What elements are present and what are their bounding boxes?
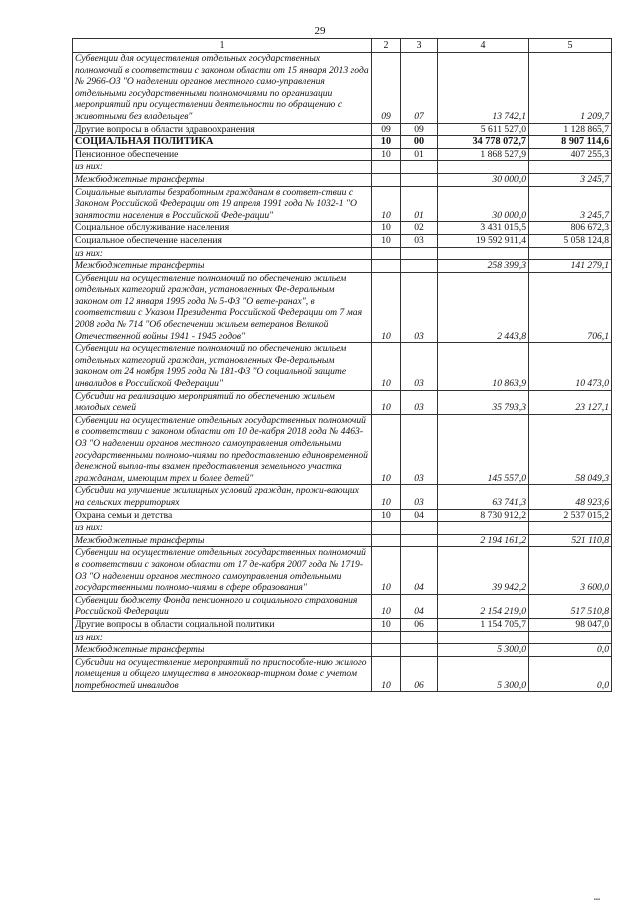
column-header: 3	[401, 39, 438, 53]
row-name-cell: СОЦИАЛЬНАЯ ПОЛИТИКА	[73, 136, 372, 149]
actual-amount-cell: 0,0	[529, 644, 612, 657]
section-code-cell: 10	[372, 414, 401, 485]
plan-amount-cell: 10 863,9	[438, 343, 529, 390]
actual-amount-cell: 1 209,7	[529, 53, 612, 124]
plan-amount-cell	[438, 161, 529, 174]
plan-amount-cell: 39 942,2	[438, 547, 529, 594]
actual-amount-cell: 3 245,7	[529, 186, 612, 222]
section-code-cell	[372, 260, 401, 273]
plan-amount-cell: 258 399,3	[438, 260, 529, 273]
plan-amount-cell: 2 443,8	[438, 272, 529, 343]
row-name-cell: из них:	[73, 247, 372, 260]
section-code-cell: 10	[372, 136, 401, 149]
subsection-code-cell: 03	[401, 272, 438, 343]
plan-amount-cell: 19 592 911,4	[438, 234, 529, 247]
actual-amount-cell: 8 907 114,6	[529, 136, 612, 149]
plan-amount-cell: 3 431 015,5	[438, 222, 529, 235]
section-code-cell: 10	[372, 234, 401, 247]
actual-amount-cell: 5 058 124,8	[529, 234, 612, 247]
actual-amount-cell: 1 128 865,7	[529, 123, 612, 136]
row-name-cell: Межбюджетные трансферты	[73, 644, 372, 657]
section-code-cell: 10	[372, 656, 401, 692]
subsection-code-cell: 03	[401, 414, 438, 485]
row-name-cell: Социальное обслуживание населения	[73, 222, 372, 235]
subsection-code-cell: 04	[401, 509, 438, 522]
subsection-code-cell: 03	[401, 234, 438, 247]
row-name-cell: Субсидии на реализацию мероприятий по обеспечению жильем молодых семей	[73, 390, 372, 414]
subsection-code-cell	[401, 644, 438, 657]
actual-amount-cell	[529, 631, 612, 644]
plan-amount-cell: 8 730 912,2	[438, 509, 529, 522]
row-name-cell: Другие вопросы в области социальной политики	[73, 618, 372, 631]
table-row	[73, 260, 612, 273]
section-code-cell: 10	[372, 390, 401, 414]
table-row	[73, 485, 612, 509]
section-code-cell	[372, 631, 401, 644]
section-code-cell: 10	[372, 272, 401, 343]
subsection-code-cell: 06	[401, 656, 438, 692]
plan-amount-cell: 1 868 527,9	[438, 148, 529, 161]
plan-amount-cell: 13 742,1	[438, 53, 529, 124]
column-header: 5	[529, 39, 612, 53]
table-row	[73, 631, 612, 644]
section-code-cell: 09	[372, 53, 401, 124]
actual-amount-cell: 3 245,7	[529, 173, 612, 186]
actual-amount-cell: 3 600,0	[529, 547, 612, 594]
plan-amount-cell	[438, 247, 529, 260]
plan-amount-cell	[438, 522, 529, 535]
actual-amount-cell	[529, 522, 612, 535]
table-row	[73, 247, 612, 260]
table-row	[73, 509, 612, 522]
section-code-cell: 10	[372, 148, 401, 161]
table-row	[73, 390, 612, 414]
plan-amount-cell: 2 154 219,0	[438, 594, 529, 618]
subsection-code-cell: 03	[401, 485, 438, 509]
plan-amount-cell: 5 611 527,0	[438, 123, 529, 136]
table-row	[73, 547, 612, 594]
section-code-cell	[372, 534, 401, 547]
actual-amount-cell: 141 279,1	[529, 260, 612, 273]
subsection-code-cell	[401, 260, 438, 273]
section-code-cell: 10	[372, 509, 401, 522]
row-name-cell: Другие вопросы в области здравоохранения	[73, 123, 372, 136]
table-header-row	[73, 39, 612, 53]
section-code-cell	[372, 173, 401, 186]
table-row	[73, 414, 612, 485]
subsection-code-cell: 00	[401, 136, 438, 149]
row-name-cell: Межбюджетные трансферты	[73, 173, 372, 186]
row-name-cell: Межбюджетные трансферты	[73, 534, 372, 547]
actual-amount-cell: 98 047,0	[529, 618, 612, 631]
row-name-cell: Субвенции для осуществления отдельных государственных полномочий в соответствии с законом области от 15 января 2013 года № 2966-ОЗ "О наделении органов местного само-управления отдельными государственными полномочиями по организации мероприятий при осуществлении деятельности по обращению с животными без владельцев"	[73, 53, 372, 124]
page-number: 29	[314, 25, 326, 37]
table-row	[73, 522, 612, 535]
actual-amount-cell: 23 127,1	[529, 390, 612, 414]
subsection-code-cell	[401, 173, 438, 186]
column-header: 1	[73, 39, 372, 53]
subsection-code-cell	[401, 522, 438, 535]
actual-amount-cell: 0,0	[529, 656, 612, 692]
page-mark: ▪▪▪	[593, 897, 600, 903]
plan-amount-cell: 5 300,0	[438, 656, 529, 692]
row-name-cell: Социальные выплаты безработным гражданам в соответ-ствии с Законом Российской Федерации от 19 апреля 1991 года № 1032-1 "О занятости населения в Российской Феде-рации"	[73, 186, 372, 222]
plan-amount-cell: 145 557,0	[438, 414, 529, 485]
table-row	[73, 161, 612, 174]
table-row	[73, 148, 612, 161]
table-row	[73, 656, 612, 692]
row-name-cell: Субвенции на осуществление отдельных государственных полномочий в соответствии с законом области от 17 де-кабря 2007 года № 1719-ОЗ "О наделении органов местного самоуправления отдельными государственными полномо-чиями в сфере образования"	[73, 547, 372, 594]
row-name-cell: Субвенции бюджету Фонда пенсионного и социального страхования Российской Федерации	[73, 594, 372, 618]
subsection-code-cell: 09	[401, 123, 438, 136]
column-header: 4	[438, 39, 529, 53]
table-row	[73, 173, 612, 186]
row-name-cell: Субвенции на осуществление полномочий по обеспечению жильем отдельных категорий граждан, установленных Фе-деральным законом от 24 ноября 1995 года № 181-ФЗ "О социальной защите инвалидов в Российской Федерации"	[73, 343, 372, 390]
table-row	[73, 222, 612, 235]
plan-amount-cell: 30 000,0	[438, 186, 529, 222]
section-code-cell: 10	[372, 343, 401, 390]
row-name-cell: из них:	[73, 631, 372, 644]
subsection-code-cell: 03	[401, 390, 438, 414]
plan-amount-cell: 35 793,3	[438, 390, 529, 414]
actual-amount-cell: 10 473,0	[529, 343, 612, 390]
plan-amount-cell: 5 300,0	[438, 644, 529, 657]
table-row	[73, 123, 612, 136]
row-name-cell: из них:	[73, 161, 372, 174]
subsection-code-cell: 01	[401, 148, 438, 161]
table-row	[73, 618, 612, 631]
section-code-cell: 10	[372, 485, 401, 509]
row-name-cell: Субсидии на улучшение жилищных условий граждан, прожи-вающих на сельских территориях	[73, 485, 372, 509]
actual-amount-cell	[529, 247, 612, 260]
section-code-cell: 10	[372, 618, 401, 631]
column-header: 2	[372, 39, 401, 53]
actual-amount-cell: 2 537 015,2	[529, 509, 612, 522]
row-name-cell: Охрана семьи и детства	[73, 509, 372, 522]
subsection-code-cell: 07	[401, 53, 438, 124]
actual-amount-cell: 521 110,8	[529, 534, 612, 547]
section-code-cell: 09	[372, 123, 401, 136]
table-row	[73, 343, 612, 390]
subsection-code-cell: 04	[401, 547, 438, 594]
section-code-cell	[372, 161, 401, 174]
table-row	[73, 53, 612, 124]
subsection-code-cell: 04	[401, 594, 438, 618]
table-row	[73, 534, 612, 547]
section-code-cell	[372, 644, 401, 657]
actual-amount-cell: 407 255,3	[529, 148, 612, 161]
table-row	[73, 644, 612, 657]
subsection-code-cell: 06	[401, 618, 438, 631]
budget-table	[72, 38, 612, 692]
plan-amount-cell	[438, 631, 529, 644]
section-code-cell: 10	[372, 594, 401, 618]
section-code-cell	[372, 522, 401, 535]
subsection-code-cell: 01	[401, 186, 438, 222]
subsection-code-cell	[401, 161, 438, 174]
table-row	[73, 136, 612, 149]
section-code-cell: 10	[372, 222, 401, 235]
section-code-cell: 10	[372, 547, 401, 594]
row-name-cell: Субвенции на осуществление отдельных государственных полномочий в соответствии с законом области от 10 де-кабря 2018 года № 4463-ОЗ "О наделении органов местного самоуправления отдельными государственными полномо-чиями по предоставлению единовременной денежной выпла-ты взамен предоставления земельного участка гражданам, имеющим трех и более детей"	[73, 414, 372, 485]
plan-amount-cell: 63 741,3	[438, 485, 529, 509]
subsection-code-cell	[401, 247, 438, 260]
plan-amount-cell: 2 194 161,2	[438, 534, 529, 547]
plan-amount-cell: 30 000,0	[438, 173, 529, 186]
row-name-cell: Субвенции на осуществление полномочий по обеспечению жильем отдельных категорий граждан, установленных Фе-деральным законом от 12 января 1995 года № 5-ФЗ "О вете-ранах", в соответствии с Указом Президента Российской Федерации от 7 мая 2008 года № 714 "Об обеспечении жильем ветеранов Великой Отечественной войны 1941 - 1945 годов"	[73, 272, 372, 343]
table-row	[73, 186, 612, 222]
plan-amount-cell: 1 154 705,7	[438, 618, 529, 631]
actual-amount-cell	[529, 161, 612, 174]
actual-amount-cell: 58 049,3	[529, 414, 612, 485]
actual-amount-cell: 806 672,3	[529, 222, 612, 235]
subsection-code-cell	[401, 631, 438, 644]
table-row	[73, 594, 612, 618]
table-row	[73, 272, 612, 343]
section-code-cell: 10	[372, 186, 401, 222]
subsection-code-cell	[401, 534, 438, 547]
row-name-cell: Субсидии на осуществление мероприятий по приспособле-нию жилого помещения и общего имущества в многоквар-тирном доме с учетом потребностей инвалидов	[73, 656, 372, 692]
row-name-cell: из них:	[73, 522, 372, 535]
actual-amount-cell: 517 510,8	[529, 594, 612, 618]
section-code-cell	[372, 247, 401, 260]
actual-amount-cell: 48 923,6	[529, 485, 612, 509]
table-row	[73, 234, 612, 247]
subsection-code-cell: 03	[401, 343, 438, 390]
row-name-cell: Пенсионное обеспечение	[73, 148, 372, 161]
actual-amount-cell: 706,1	[529, 272, 612, 343]
row-name-cell: Социальное обеспечение населения	[73, 234, 372, 247]
subsection-code-cell: 02	[401, 222, 438, 235]
plan-amount-cell: 34 778 072,7	[438, 136, 529, 149]
row-name-cell: Межбюджетные трансферты	[73, 260, 372, 273]
